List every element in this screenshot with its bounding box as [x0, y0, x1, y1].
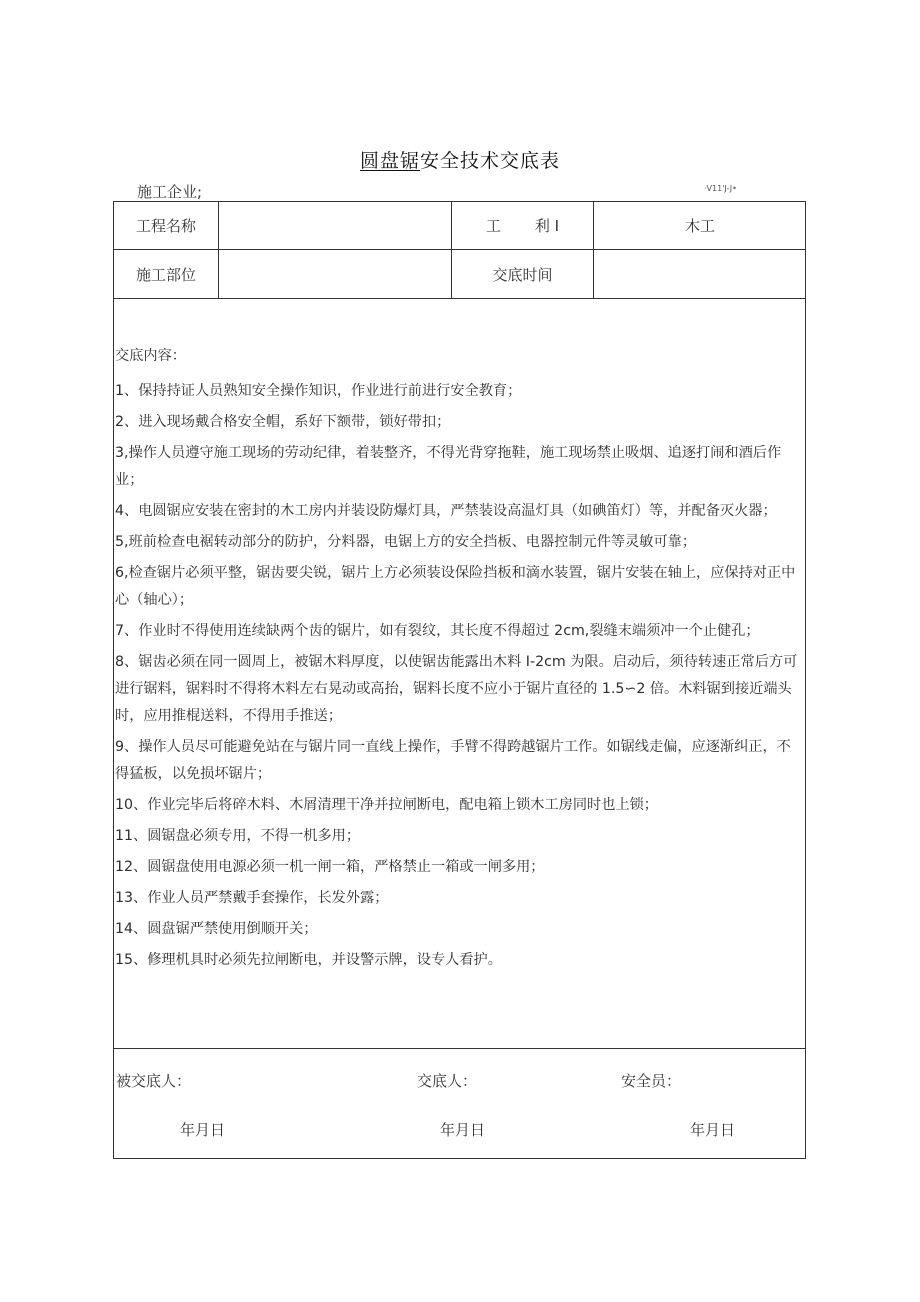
content-item: 5,班前检查电裾转动部分的防护，分料器，电锯上方的安全挡板、电器控制元件等灵敏可靠； [115, 534, 697, 550]
receiver-date: 年月日 [180, 1121, 226, 1139]
content-item: 11、圆锯盘必须专用，不得一机多用； [115, 828, 361, 844]
content-item: 10、作业完毕后将碎木料、木屑清理干净并拉闸断电，配电箱上锁木工房同时也上锁； [115, 797, 658, 813]
project-name-label: 工程名称 [135, 217, 196, 235]
construction-part-label: 施工部位 [135, 265, 196, 284]
safety-officer-label: 安全员： [621, 1072, 682, 1090]
document-title [0, 146, 920, 173]
content-item: 15、修理机具时必须先拉闸断电，并设警示牌，设专人看护。 [115, 952, 502, 968]
content-item: 6,检查锯片必须平整，锯齿要尖锐，锯片上方必须装设保险挡板和滴水装置，锯片安装在轴上，应保持对正中心（轴心）； [115, 565, 796, 608]
row-divider-2 [113, 298, 806, 299]
disclosure-time-label: 交底时间 [492, 265, 553, 284]
safety-officer-date: 年月日 [690, 1121, 736, 1139]
title-underlined: 圆盘锯 [359, 150, 420, 172]
trade-label-part-a: 工 [485, 217, 501, 235]
discloser-date: 年月日 [440, 1121, 486, 1139]
content-item: 2、进入现场戴合格安全帽，系好下额带，锁好带扣； [115, 414, 451, 430]
document-code: ·V11'J-J• [704, 184, 737, 193]
content-item: 14、圆盘锯严禁使用倒顺开关； [115, 921, 318, 937]
trade-label-part-b: 利 I [534, 217, 560, 235]
content-item: 9、操作人员尽可能避免站在与锯片同一直线上操作，手臂不得跨越锯片工作。如锯线走偏，应逐渐纠正，不得猛板，以免损坏锯片； [115, 739, 791, 782]
row-divider-3 [113, 1048, 806, 1049]
construction-part-value [219, 250, 451, 298]
disclosure-time-value [594, 250, 806, 298]
discloser-label: 交底人： [417, 1072, 478, 1090]
project-name-value [219, 202, 451, 249]
company-label: 施工企业; [137, 183, 203, 201]
content-item: 7、作业时不得使用连续缺两个齿的锯片，如有裂纹，其长度不得超过 2cm,裂缝末端须冲一个止健孔； [115, 623, 760, 639]
trade-value: 木工 [684, 217, 715, 235]
content-item: 4、电圆锯应安装在密封的木工房内并装设防爆灯具，严禁装设高温灯具（如碘笛灯）等，并配备灭火器； [115, 503, 777, 519]
trade-label [452, 202, 593, 249]
content-heading: 交底内容： [115, 348, 186, 364]
title-rest: 安全技术交底表 [420, 150, 561, 172]
content-item: 8、锯齿必须在同一圆周上，被锯木料厚度，以使锯齿能露出木料 I-2cm 为限。启动后，须待转速正常后方可进行锯料，锯料时不得将木料左右晃动或高抬，锯料长度不应小于锯片直径的 1.5∽2 倍。木料锯到接近端头时，应用推棍送料，不得用手推送； [115, 654, 798, 724]
content-item: 3,操作人员遵守施工现场的劳动纪律，着装整齐，不得光背穿拖鞋，施工现场禁止吸烟、追逐打闹和酒后作业； [115, 445, 782, 488]
content-item: 13、作业人员严禁戴手套操作，长发外露； [115, 890, 389, 906]
content-item: 12、圆锯盘使用电源必须一机一闸一箱，严格禁止一箱或一闸多用； [115, 859, 545, 875]
disclosure-content [115, 345, 803, 978]
receiver-label: 被交底人： [116, 1072, 192, 1090]
content-item: 1、保持持证人员熟知安全操作知识，作业进行前进行安全教育； [115, 383, 522, 399]
